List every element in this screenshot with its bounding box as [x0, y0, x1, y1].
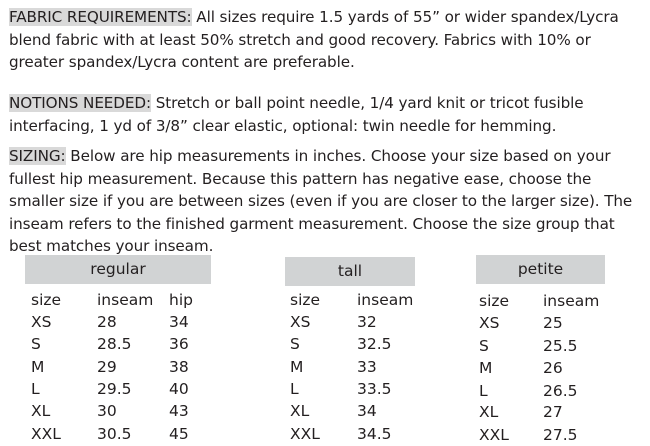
sizing-paragraph	[9, 145, 645, 258]
table-cell-size: XXL	[290, 425, 320, 443]
table-cell-size: XS	[290, 313, 311, 331]
table-cell-size: XL	[290, 402, 310, 420]
table-cell-size: S	[479, 337, 489, 355]
table-cell-size: XS	[479, 314, 500, 332]
table-cell-hip: 45	[169, 425, 189, 443]
table-header-size: size	[479, 292, 510, 310]
table-cell-inseam: 25	[543, 314, 563, 332]
table-cell-inseam: 26.5	[543, 382, 578, 400]
table-cell-inseam: 27	[543, 403, 563, 421]
table-cell-size: XXL	[31, 425, 61, 443]
table-cell-hip: 40	[169, 380, 189, 398]
table-cell-inseam: 29.5	[97, 380, 132, 398]
table-cell-inseam: 34.5	[357, 425, 392, 443]
table-cell-inseam: 28.5	[97, 335, 132, 353]
table-cell-inseam: 25.5	[543, 337, 578, 355]
table-cell-inseam: 34	[357, 402, 377, 420]
table-cell-size: XS	[31, 313, 52, 331]
table-cell-inseam: 28	[97, 313, 117, 331]
table-cell-size: L	[479, 382, 488, 400]
table-title-petite: petite	[476, 255, 605, 284]
table-cell-inseam: 32.5	[357, 335, 392, 353]
notions-needed-text: Stretch or ball point needle, 1/4 yard knit or tricot fusible interfacing, 1 yd of 3/8” clear elastic, optional: twin needle for hemming.	[9, 94, 584, 135]
table-title-regular: regular	[25, 255, 211, 284]
table-cell-size: M	[31, 358, 45, 376]
notions-needed-paragraph	[9, 92, 645, 137]
fabric-requirements-text: All sizes require 1.5 yards of 55” or wider spandex/Lycra blend fabric with at least 50% stretch and good recovery. Fabrics with 10% or greater spandex/Lycra content are preferable.	[9, 8, 619, 71]
table-cell-hip: 36	[169, 335, 189, 353]
sizing-label: SIZING:	[9, 147, 66, 165]
table-cell-size: L	[31, 380, 40, 398]
table-title-tall: tall	[285, 257, 415, 286]
table-cell-size: XL	[31, 402, 51, 420]
table-header-size: size	[290, 291, 321, 309]
table-cell-inseam: 27.5	[543, 426, 578, 444]
fabric-requirements-paragraph	[9, 6, 645, 74]
table-cell-inseam: 33.5	[357, 380, 392, 398]
table-cell-size: S	[290, 335, 300, 353]
table-cell-inseam: 30.5	[97, 425, 132, 443]
table-cell-hip: 43	[169, 402, 189, 420]
table-header-inseam: inseam	[97, 291, 154, 309]
table-cell-hip: 34	[169, 313, 189, 331]
table-cell-size: M	[479, 359, 493, 377]
table-header-hip: hip	[169, 291, 193, 309]
table-header-size: size	[31, 291, 62, 309]
table-header-inseam: inseam	[543, 292, 600, 310]
table-cell-size: XL	[479, 403, 499, 421]
table-cell-inseam: 29	[97, 358, 117, 376]
sizing-text: Below are hip measurements in inches. Choose your size based on your fullest hip measurement. Because this pattern has negative ease, choose the smaller size if you are between sizes (even if you are closer to the larger size). The inseam refers to the finished garment measurement. Choose the size group that best matches your inseam.	[9, 147, 633, 255]
notions-needed-label: NOTIONS NEEDED:	[9, 94, 152, 112]
table-cell-inseam: 32	[357, 313, 377, 331]
table-cell-inseam: 30	[97, 402, 117, 420]
table-cell-inseam: 26	[543, 359, 563, 377]
table-header-inseam: inseam	[357, 291, 414, 309]
table-cell-hip: 38	[169, 358, 189, 376]
table-cell-inseam: 33	[357, 358, 377, 376]
table-cell-size: M	[290, 358, 304, 376]
table-cell-size: XXL	[479, 426, 509, 444]
fabric-requirements-label: FABRIC REQUIREMENTS:	[9, 8, 192, 26]
table-cell-size: L	[290, 380, 299, 398]
table-cell-size: S	[31, 335, 41, 353]
